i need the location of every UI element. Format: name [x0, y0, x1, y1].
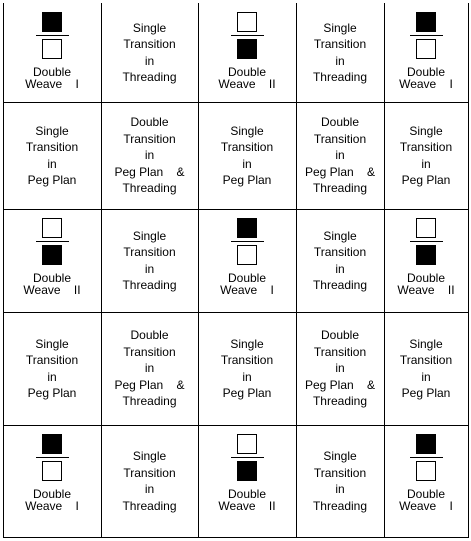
- transition-label: [101, 20, 198, 86]
- label-line: Single: [323, 228, 357, 243]
- label-line: Transition: [313, 344, 367, 359]
- filled-square-icon: [416, 434, 436, 454]
- label-line: Double: [227, 271, 267, 285]
- label-line: Weave I: [399, 77, 453, 91]
- label-line: Transition: [123, 465, 176, 480]
- grid-cell: [384, 209, 468, 312]
- empty-square-icon: [237, 434, 257, 454]
- grid-cell: [101, 425, 198, 537]
- weave-label: [3, 66, 101, 90]
- label-line: in: [335, 482, 345, 496]
- grid-cell: [198, 209, 296, 312]
- label-line: in: [421, 156, 431, 171]
- label-line: Single: [230, 336, 264, 351]
- grid-cell: [3, 3, 101, 102]
- label-line: Weave II: [218, 499, 276, 513]
- separator-bar: [231, 241, 264, 242]
- empty-square-icon: [42, 461, 62, 481]
- label-line: Weave I: [25, 77, 79, 91]
- weave-label: [3, 272, 101, 296]
- label-line: in: [47, 156, 57, 171]
- separator-bar: [410, 457, 443, 458]
- label-line: in: [144, 361, 155, 376]
- filled-square-icon: [237, 461, 257, 481]
- label-line: Double: [32, 65, 72, 79]
- grid-cell: [198, 312, 296, 425]
- empty-square-icon: [416, 39, 436, 59]
- filled-square-icon: [42, 245, 62, 265]
- label-line: Threading: [312, 498, 368, 513]
- label-line: Single: [132, 449, 167, 463]
- empty-square-icon: [416, 218, 436, 238]
- grid-cell: [198, 102, 296, 209]
- transition-label: [198, 336, 296, 402]
- grid-cell: [296, 209, 384, 312]
- label-line: Threading: [122, 70, 177, 84]
- label-line: Peg Plan: [222, 173, 272, 187]
- grid-cell: [3, 209, 101, 312]
- transition-label: [3, 336, 101, 402]
- label-line: Weave II: [23, 283, 81, 297]
- label-line: Transition: [313, 465, 367, 480]
- transition-label: [296, 114, 384, 197]
- grid-cell: [3, 312, 101, 425]
- grid-cell: [384, 312, 468, 425]
- label-line: in: [421, 369, 431, 384]
- filled-square-icon: [42, 434, 62, 454]
- label-line: Peg Plan: [222, 386, 272, 400]
- label-line: Threading: [122, 278, 177, 292]
- weave-label: [198, 66, 296, 90]
- filled-square-icon: [416, 12, 436, 32]
- label-line: Peg Plan: [401, 173, 451, 187]
- weave-label: [384, 66, 468, 90]
- label-line: Transition: [313, 245, 367, 259]
- label-line: Double: [130, 328, 169, 343]
- transition-label: [384, 336, 468, 402]
- label-line: Single: [230, 123, 264, 138]
- label-line: in: [335, 148, 345, 163]
- grid-cell: [296, 312, 384, 425]
- grid-cell: [384, 102, 468, 209]
- transition-label: [101, 114, 198, 197]
- label-line: in: [242, 156, 252, 171]
- label-line: in: [144, 482, 155, 496]
- label-line: Double: [406, 487, 446, 501]
- label-line: in: [144, 148, 155, 163]
- weave-label: [384, 272, 468, 296]
- label-line: Peg Plan &: [114, 377, 185, 392]
- transition-label: [384, 123, 468, 189]
- empty-square-icon: [42, 218, 62, 238]
- empty-square-icon: [237, 12, 257, 32]
- separator-bar: [410, 35, 443, 36]
- label-line: Peg Plan: [27, 173, 77, 187]
- weave-label: [3, 488, 101, 512]
- label-line: Transition: [399, 140, 453, 154]
- filled-square-icon: [416, 245, 436, 265]
- label-line: Weave II: [218, 77, 276, 91]
- label-line: Transition: [123, 245, 176, 259]
- transition-label: [3, 123, 101, 189]
- filled-square-icon: [237, 39, 257, 59]
- label-line: in: [335, 53, 345, 68]
- grid-cell: [198, 3, 296, 102]
- transition-label: [296, 228, 384, 294]
- grid-cell: [296, 102, 384, 209]
- label-line: Threading: [312, 278, 368, 292]
- label-line: Transition: [123, 344, 176, 359]
- grid-cell: [384, 425, 468, 537]
- separator-bar: [36, 35, 69, 36]
- label-line: Peg Plan &: [304, 164, 376, 179]
- weave-label: [384, 488, 468, 512]
- transition-label: [101, 448, 198, 514]
- label-line: Double: [32, 487, 72, 501]
- transition-label: [101, 327, 198, 410]
- label-line: Single: [409, 123, 443, 138]
- label-line: Single: [35, 336, 69, 351]
- grid-line-vertical: [468, 3, 469, 538]
- label-line: Threading: [122, 498, 177, 513]
- transition-label: [296, 20, 384, 86]
- grid-cell: [296, 425, 384, 537]
- separator-bar: [36, 241, 69, 242]
- separator-bar: [231, 457, 264, 458]
- empty-square-icon: [416, 461, 436, 481]
- label-line: Peg Plan: [401, 386, 451, 400]
- label-line: Threading: [122, 394, 177, 409]
- grid-cell: [101, 312, 198, 425]
- label-line: Single: [35, 123, 69, 138]
- transition-label: [296, 448, 384, 514]
- separator-bar: [410, 241, 443, 242]
- transition-label: [198, 123, 296, 189]
- grid-cell: [3, 102, 101, 209]
- grid-cell: [296, 3, 384, 102]
- label-line: Transition: [123, 37, 176, 51]
- grid-line-horizontal: [3, 537, 469, 538]
- label-line: in: [242, 369, 252, 384]
- separator-bar: [36, 457, 69, 458]
- grid-cell: [101, 3, 198, 102]
- grid-cell: [384, 3, 468, 102]
- label-line: Weave I: [399, 499, 453, 513]
- label-line: Transition: [220, 140, 274, 154]
- label-line: in: [144, 261, 155, 276]
- label-line: Transition: [123, 131, 176, 146]
- label-line: Weave I: [25, 499, 79, 513]
- label-line: Double: [227, 487, 267, 501]
- label-line: Threading: [312, 70, 368, 84]
- filled-square-icon: [42, 12, 62, 32]
- filled-square-icon: [237, 218, 257, 238]
- label-line: Double: [320, 115, 360, 130]
- label-line: Single: [323, 449, 357, 463]
- label-line: Weave I: [220, 283, 274, 297]
- grid-cell: [101, 209, 198, 312]
- label-line: Double: [227, 65, 267, 79]
- label-line: Transition: [220, 353, 274, 367]
- grid-cell: [198, 425, 296, 537]
- label-line: in: [47, 369, 57, 384]
- label-line: Threading: [122, 181, 177, 196]
- label-line: Transition: [313, 131, 367, 146]
- empty-square-icon: [42, 39, 62, 59]
- label-line: in: [144, 53, 155, 68]
- label-line: Double: [406, 65, 446, 79]
- label-line: Peg Plan &: [304, 377, 376, 392]
- label-line: Single: [323, 20, 357, 35]
- label-line: Transition: [25, 353, 79, 367]
- label-line: Threading: [312, 181, 368, 196]
- weave-label: [198, 488, 296, 512]
- weave-label: [198, 272, 296, 296]
- label-line: Single: [132, 228, 167, 243]
- label-line: in: [335, 261, 345, 276]
- label-line: Double: [130, 115, 169, 130]
- label-line: Single: [132, 20, 167, 35]
- label-line: Double: [406, 271, 446, 285]
- label-line: Double: [320, 328, 360, 343]
- label-line: Double: [32, 271, 72, 285]
- label-line: Threading: [312, 394, 368, 409]
- label-line: Peg Plan &: [114, 164, 185, 179]
- empty-square-icon: [237, 245, 257, 265]
- separator-bar: [231, 35, 264, 36]
- label-line: in: [335, 361, 345, 376]
- label-line: Transition: [25, 140, 79, 154]
- label-line: Transition: [313, 37, 367, 51]
- transition-label: [296, 327, 384, 410]
- label-line: Weave II: [397, 283, 455, 297]
- grid-cell: [101, 102, 198, 209]
- label-line: Single: [409, 336, 443, 351]
- label-line: Peg Plan: [27, 386, 77, 400]
- grid-cell: [3, 425, 101, 537]
- transition-label: [101, 228, 198, 294]
- label-line: Transition: [399, 353, 453, 367]
